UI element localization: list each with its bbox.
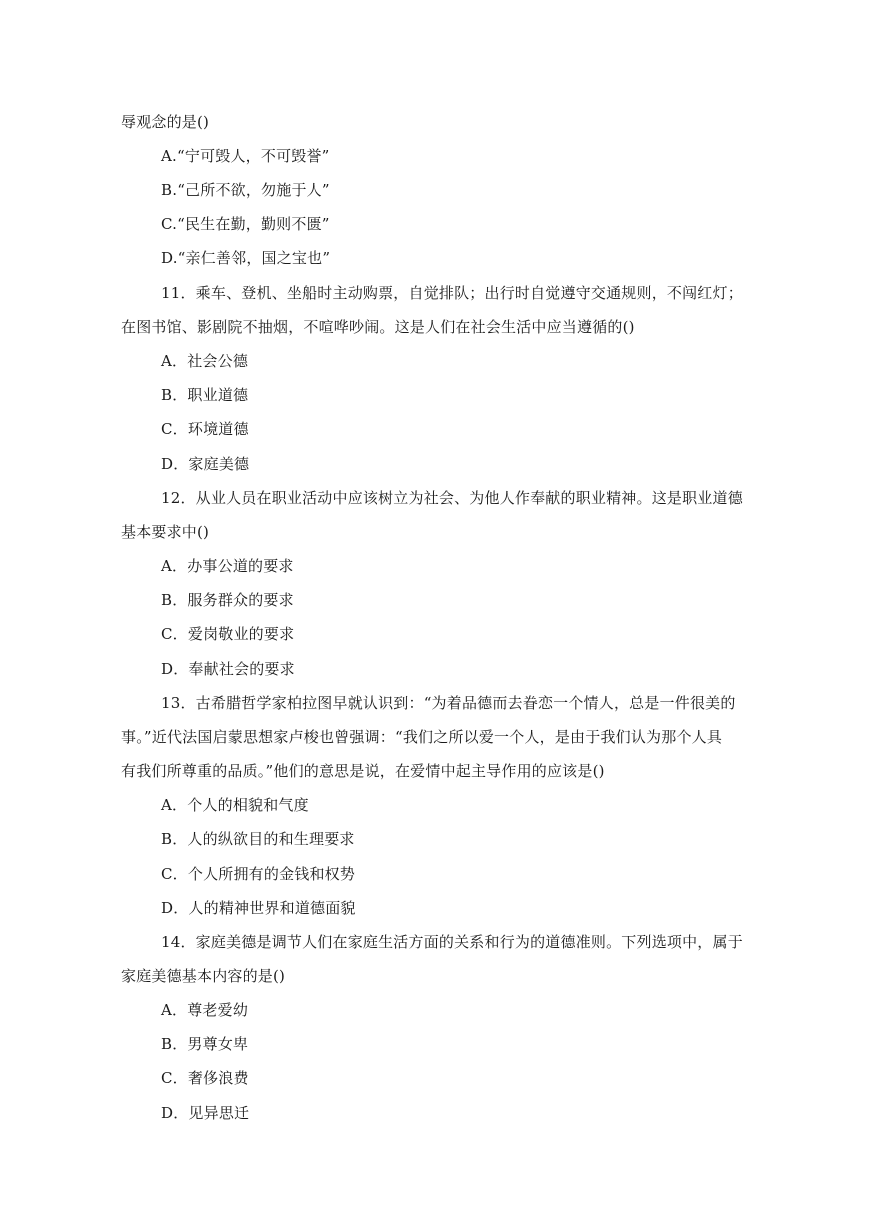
question-11-text: 11．乘车、登机、坐船时主动购票，自觉排队；出行时自觉遵守交通规则，不闯红灯； (161, 284, 743, 302)
question-14-text: 14．家庭美德是调节人们在家庭生活方面的关系和行为的道德准则。下列选项中，属于 (161, 933, 743, 951)
question-12-option-d: D．奉献社会的要求 (161, 660, 295, 678)
question-11-option-b: B．职业道德 (161, 386, 249, 404)
question-12-text-cont: 基本要求中() (121, 523, 210, 541)
question-14-option-c: C．奢侈浪费 (161, 1069, 249, 1087)
question-14-option-d: D．见异思迁 (161, 1104, 250, 1122)
question-13-text: 13．古希腊哲学家柏拉图早就认识到：“为着品德而去眷恋一个情人，总是一件很美的 (161, 694, 736, 712)
question-14-option-b: B．男尊女卑 (161, 1035, 249, 1053)
question-11-text-cont: 在图书馆、影剧院不抽烟，不喧哗吵闹。这是人们在社会生活中应当遵循的() (121, 318, 635, 336)
question-12-option-a: A．办事公道的要求 (161, 557, 294, 575)
option-d: D.“亲仁善邻，国之宝也” (161, 249, 331, 267)
question-continuation: 辱观念的是() (121, 113, 210, 131)
question-13-text-cont2: 有我们所尊重的品质。”他们的意思是说，在爱情中起主导作用的应该是() (121, 762, 605, 780)
question-14-text-cont: 家庭美德基本内容的是() (121, 967, 286, 985)
question-13-option-d: D．人的精神世界和道德面貌 (161, 899, 356, 917)
question-11-option-a: A．社会公德 (161, 352, 249, 370)
question-12-option-b: B．服务群众的要求 (161, 591, 294, 609)
question-11-option-d: D．家庭美德 (161, 455, 250, 473)
question-13-option-c: C．个人所拥有的金钱和权势 (161, 865, 356, 883)
option-a: A.“宁可毁人，不可毁誉” (161, 147, 330, 165)
question-12-text: 12．从业人员在职业活动中应该树立为社会、为他人作奉献的职业精神。这是职业道德 (161, 489, 743, 507)
question-12-option-c: C．爱岗敬业的要求 (161, 625, 295, 643)
question-11-option-c: C．环境道德 (161, 420, 249, 438)
question-14-option-a: A．尊老爱幼 (161, 1001, 249, 1019)
question-13-text-cont1: 事。”近代法国启蒙思想家卢梭也曾强调：“我们之所以爱一个人，是由于我们认为那个人具 (121, 728, 723, 746)
option-b: B.“己所不欲，勿施于人” (161, 181, 330, 199)
question-13-option-a: A．个人的相貌和气度 (161, 796, 309, 814)
question-13-option-b: B．人的纵欲目的和生理要求 (161, 830, 355, 848)
option-c: C.“民生在勤，勤则不匮” (161, 215, 330, 233)
